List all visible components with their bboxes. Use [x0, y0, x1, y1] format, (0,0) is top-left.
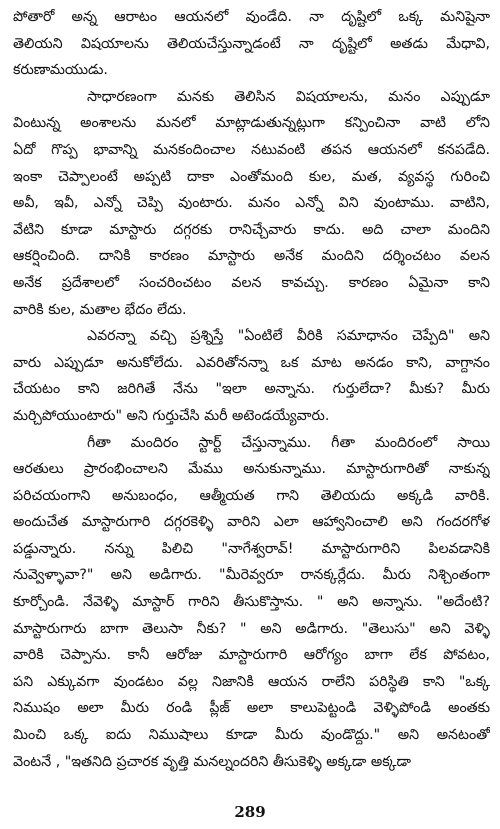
text-line: పడ్డున్నారు. నన్ను పిలిచి "నాగేశ్వరావ్! మాస్టారుగారిని పిలవడానికి — [13, 540, 490, 557]
text-line: నువ్వెళ్ళావా?" అని అడిగారు. "మీరెవ్వరూ రానక్కర్లేదు. మీరు నిశ్చింతంగా — [13, 567, 490, 584]
text-line: ఎవరన్నా వచ్చి ప్రశ్నిస్తే "ఏంటిలే వీరికి సమాధానం చెప్పేది" అని — [87, 328, 490, 345]
text-line: వెంటనే , "ఇతనిది ప్రచారక వృత్తి మనల్నందరిని తీసుకెళ్ళి అక్కడా అక్కడా — [13, 753, 411, 770]
text-line: సాధారణంగా మనకు తెలిసిన విషయాలను, మనం ఎప్పుడూ — [87, 88, 490, 105]
paragraph — [13, 4, 490, 84]
text-line: గీతా మందిరం స్టార్ట్ చేస్తున్నాము. గీతా మందిరంలో సాయి — [87, 434, 490, 451]
text-line: పని ఎక్కువగా వుండటం వల్ల నిజానికి ఆయన రాలేని పరిస్థితి కాని "ఒక్క — [13, 673, 490, 690]
text-line: కూర్చోండి. నేవెళ్ళి మాస్టార్ గారిని తీసుకొస్తాను. " అని అన్నాను. "అదేంటి? — [13, 594, 490, 611]
text-line: నిముషం అలా మీరు రండి ప్లీజ్ అలా కాలుపెట్టండి వెళ్ళిపోండి అంతకు — [13, 700, 490, 717]
text-line: చేయటం కాని జరిగితే నేను "ఇలా అన్నాను. గుర్తులేదా? మీకు? మీరు — [13, 381, 490, 398]
text-line: మించి ఒక్క ఐదు నిముషాలు కూడా మీరు వుండొద్దు." అని అనటంతో — [13, 727, 490, 744]
text-line: ఇంకా చెప్పాలంటే అప్పటి దాకా ఎంతోమంది కుల, మత, వ్యవస్థ గురించి — [13, 168, 490, 185]
text-line: మాస్టారుగారు బాగా తెలుసా నీకు? " అని అడిగారు. "తెలుసు" అని వెళ్ళి — [13, 620, 490, 637]
page-number: 289 — [234, 803, 266, 821]
text-line: అందుచేత మాస్టారుగారి దగ్గరకెళ్ళి వారిని ఎలా ఆహ్వానించాలి అని గందరగోళ — [13, 514, 490, 531]
text-line: అనేక ప్రదేశాలలో సంచరించటం వలన కావచ్చు. కారణం ఏమైనా కాని — [13, 274, 490, 291]
paragraph — [13, 323, 490, 429]
text-line: పోతారో అన్న ఆరాటం ఆయనలో వుండేది. నా దృష్టిలో ఒక్క మనిషైనా — [13, 9, 490, 25]
paragraph — [13, 84, 490, 323]
text-line: కరుణామయుడు. — [13, 62, 108, 79]
text-line: వారు ఎప్పుడూ అనుకోలేదు. ఎవరితోనన్నా ఒక మాట అనడం కాని, వాగ్దానం — [13, 354, 490, 371]
text-line: వారికి కుల, మతాల భేదం లేదు. — [13, 301, 187, 318]
text-line: పరిచయంగాని అనుబంధం, ఆత్మీయత గాని తెలియదు అక్కడి వారికి. — [13, 487, 490, 504]
text-line: ఏదో గొప్ప భావాన్ని మనకందించాల నటువంటి తపన ఆయనలో కనపడేది. — [13, 141, 490, 158]
page-body-text — [13, 4, 490, 775]
text-line: ఆకర్షించింది. దానికి కారణం మాస్టారు అనేక మందిని దర్శించటం వలన — [13, 248, 490, 265]
paragraph — [13, 430, 490, 776]
text-line: ఆరతులు ప్రారంభించాలని మేము అనుకున్నాము. మాస్టారుగారితో నాకున్న — [13, 461, 490, 478]
text-line: వేటిని కూడా మాస్టారు దగ్గరకు రానిచ్చేవారు కాదు. అది చాలా మందిని — [13, 221, 490, 238]
text-line: వింటున్న అంశాలను మనలో మాట్లాడుతున్నట్లుగా కన్పించినా వాటి లోని — [13, 115, 490, 132]
text-line: తెలియని విషయాలను తెలియచేస్తున్నాడంటే నా దృష్టిలో అతడు మేధావి, — [13, 35, 490, 52]
text-line: వారికి చెప్పాను. కానీ ఆరోజు మాస్టారుగారి ఆరోగ్యం బాగా లేక పోవటం, — [13, 647, 490, 664]
text-line: మర్చిపోయుంటారు" అని గుర్తుచేసి మరీ అటెండయ్యేవారు. — [13, 407, 330, 424]
text-line: అవీ, ఇవీ, ఎన్నో చెప్పి వుంటారు. మనం ఎన్నో విని వుంటాము. వాటిని, — [13, 195, 490, 212]
